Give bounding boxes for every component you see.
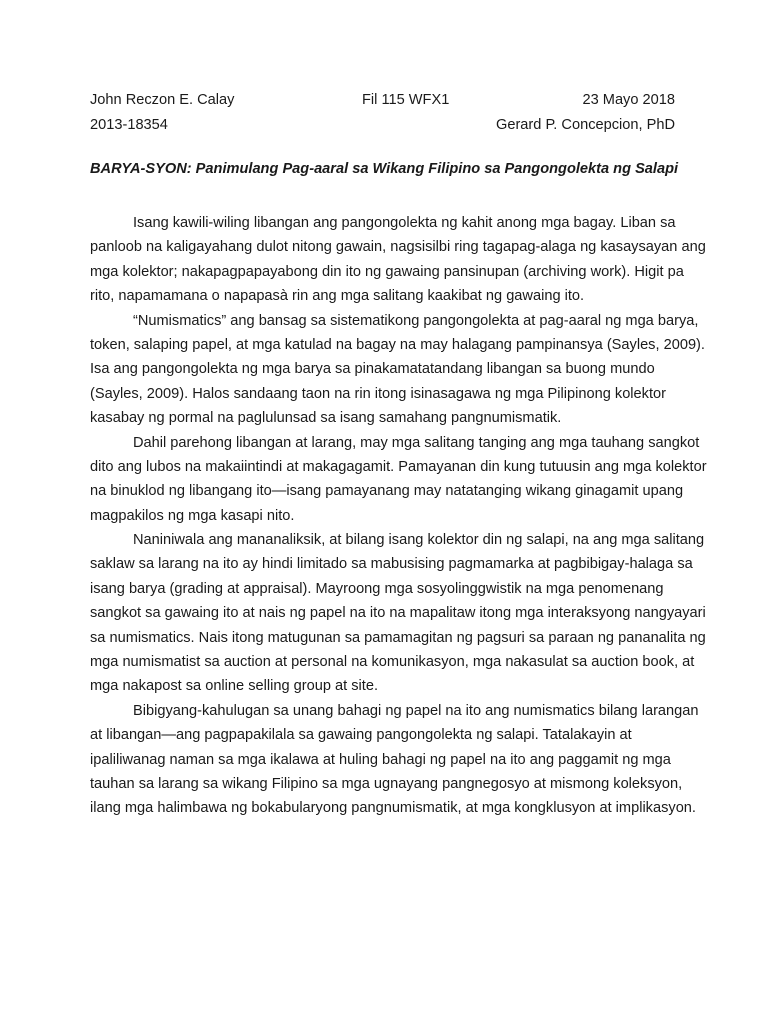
body-line: tauhan sa larang sa wikang Filipino sa mga ugnayang pangnegosyo at mismong koleksyon, <box>90 775 683 792</box>
body-line: Naniniwala ang mananaliksik, at bilang isang kolektor din ng salapi, na ang mga salitang <box>133 532 705 549</box>
course-code: Fil 115 WFX1 <box>362 92 450 108</box>
body-line: Dahil parehong libangan at larang, may mga salitang tanging ang mga tauhang sangkot <box>133 434 700 451</box>
body-line: Isang kawili-wiling libangan ang pangongolekta ng kahit anong mga bagay. Liban sa <box>133 215 676 231</box>
body-line: Bibigyang-kahulugan sa unang bahagi ng papel na ito ang numismatics bilang larangan <box>133 702 699 719</box>
professor-name: Gerard P. Concepcion, PhD <box>495 117 675 133</box>
body-line: saklaw sa larang na ito ay hindi limitado sa mabusising pagmamarka at pagbibigay-halaga sa <box>90 556 693 573</box>
body-line: isang barya (grading at appraisal). Mayroong mga sosyolinggwistik na mga penomenang <box>90 580 664 597</box>
body-line: na binuklod ng libangang ito—isang pamayanang may natatanging wikang ginagamit upang <box>90 483 684 500</box>
body-line: token, salaping papel, at mga katulad na bagay na may halagang pampinansya (Sayles, 2009). <box>90 336 705 353</box>
body-line: panloob na kaligayahang dulot nitong gawain, nagsisilbi ring tagapag-alaga ng kasaysayan ang <box>90 239 706 256</box>
body-line: mga kolektor; nakapagpapayabong din ito ng gawaing pansinupan (archiving work). Higit pa <box>90 263 684 280</box>
body-line: sangkot sa gawaing ito at nais ng papel na ito na mapalitaw itong mga interaksyong nangyayari <box>90 605 706 622</box>
student-number: 2013-18354 <box>90 117 168 133</box>
body-line: “Numismatics” ang bansag sa sistematikong pangongolekta at pag-aaral ng mga barya, <box>133 312 699 329</box>
author-name: John Reczon E. Calay <box>90 92 235 108</box>
document-title: BARYA-SYON: Panimulang Pag-aaral sa Wikang Filipino sa Pangongolekta ng Salapi <box>90 161 679 177</box>
body-line: sa numismatics. Nais itong matugunan sa pamamagitan ng pagsuri sa paraan ng pananalita ng <box>90 629 706 646</box>
body-line: rito, napamamana o napapasà rin ang mga salitang kaakibat ng gawaing ito. <box>90 288 585 305</box>
document-body <box>90 211 707 821</box>
body-line: magpakilos ng mga kasapi nito. <box>90 507 295 524</box>
header-row-1 <box>90 88 675 112</box>
header-row-2 <box>90 113 675 137</box>
body-line: ilang mga halimbawa ng bokabularyong pangnumismatik, at mga kongklusyon at implikasyon. <box>90 800 696 817</box>
body-line: kasabay ng pormal na paglulunsad sa isang samahang pangnumismatik. <box>90 410 562 427</box>
body-line: at libangan—ang pagpapakilala sa gawaing pangongolekta ng salapi. Tatalakayin at <box>90 727 632 744</box>
body-line: dito ang lubos na makaiintindi at makagagamit. Pamayanan din kung tutuusin ang mga kolektor <box>90 458 707 475</box>
body-line: ipaliliwanag naman sa mga ikalawa at huling bahagi ng papel na ito ang paggamit ng mga <box>90 751 671 768</box>
body-line: mga numismatist sa auction at personal na komunikasyon, mga nakasulat sa auction book, at <box>90 654 695 671</box>
body-line: (Sayles, 2009). Halos sandaang taon na rin itong isinasagawa ng mga Pilipinong kolektor <box>90 385 666 402</box>
body-line: mga nakapost sa online selling group at site. <box>90 678 378 695</box>
body-line: Isa ang pangongolekta ng mga barya sa pinakamatatandang libangan sa buong mundo <box>90 361 655 378</box>
document-date: 23 Mayo 2018 <box>582 92 675 108</box>
